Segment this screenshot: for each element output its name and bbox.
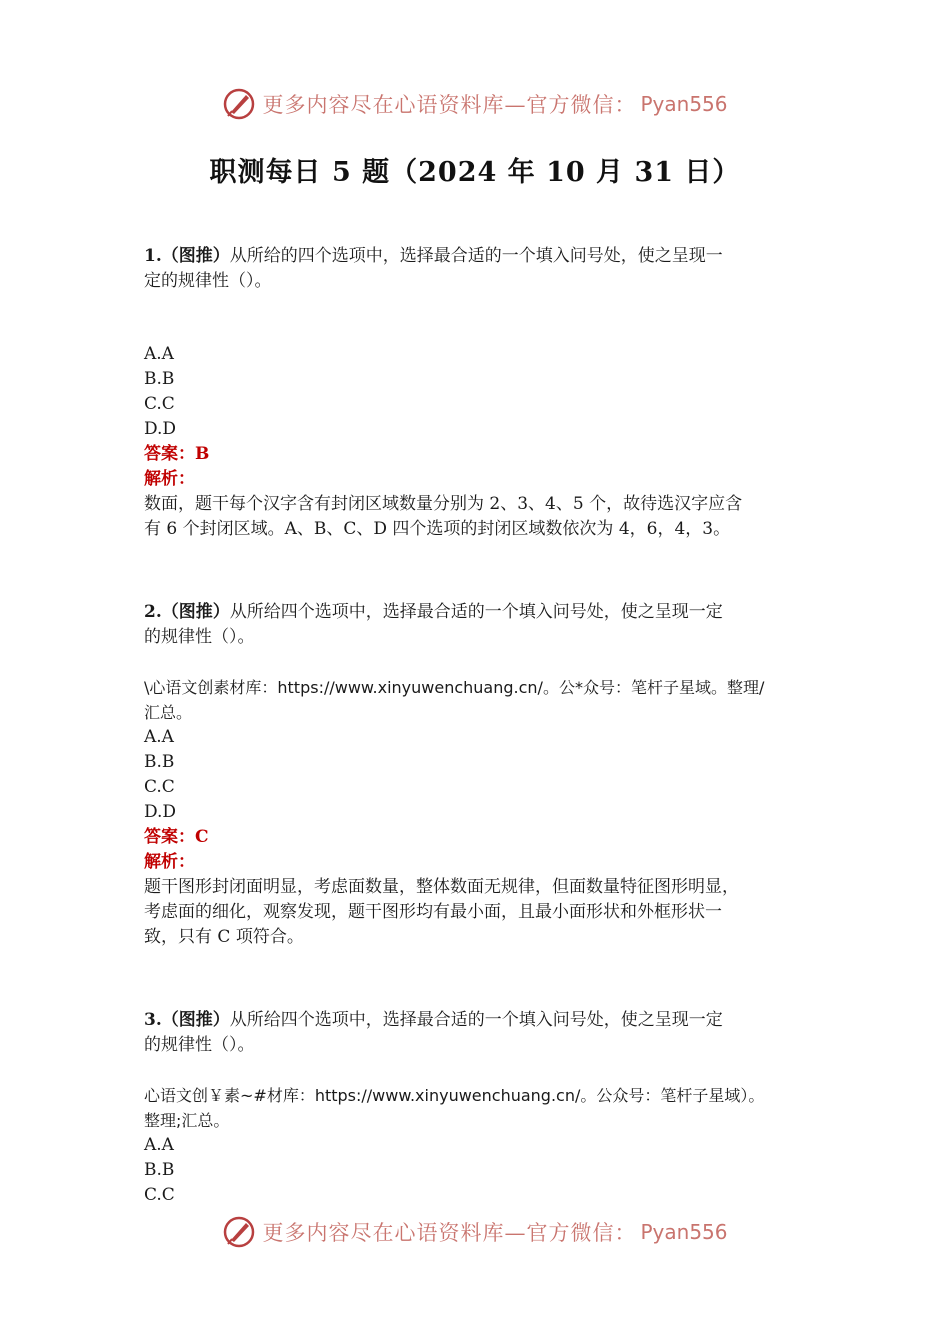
question-stem-cont: 的规律性（）。 [144,627,255,647]
question-stem: 从所给的四个选项中，选择最合适的一个填入问号处，使之呈现一 [229,246,723,266]
analysis-text: 题干图形封闭面明显，考虑面数量，整体数面无规律，但面数量特征图形明显， [144,877,739,897]
question-2 [144,600,814,950]
question-3 [144,1008,814,1208]
answer-value: C [195,827,209,847]
option-c: C.C [144,777,175,797]
footer-banner [0,1212,950,1252]
question-tag: （图推） [161,246,230,266]
quill-logo-icon [222,87,256,121]
analysis-label: 解析： [144,852,195,872]
source-note: 心语文创￥素~#材库：https://www.xinyuwenchuang.cn/。公众号：笔杆子星域）。 [144,1086,765,1105]
banner-brand: Pyan556 [640,92,728,116]
analysis-text: 考虑面的细化，观察发现，题干图形均有最小面，且最小面形状和外框形状一 [144,902,722,922]
header-banner [0,84,950,124]
option-b: B.B [144,369,175,389]
answer-label: 答案： [144,444,195,464]
image-placeholder [144,294,814,342]
question-tag: （图推） [161,602,230,622]
question-tag: （图推） [161,1010,230,1030]
quill-logo-icon [222,1215,256,1249]
source-note: 整理;汇总。 [144,1111,230,1130]
option-a: A.A [144,344,174,364]
page-title: 职测每日 5 题（2024 年 10 月 31 日） [209,157,741,188]
answer-label: 答案： [144,827,195,847]
question-stem-cont: 定的规律性（）。 [144,271,272,291]
source-note: 汇总。 [144,703,193,722]
analysis-text: 有 6 个封闭区域。A、B、C、D 四个选项的封闭区域数依次为 4，6，4，3。 [144,519,731,539]
option-b: B.B [144,752,175,772]
option-c: C.C [144,394,175,414]
analysis-label: 解析： [144,469,195,489]
answer-value: B [195,444,210,464]
option-c: C.C [144,1185,175,1205]
analysis-text: 致，只有 C 项符合。 [144,927,304,947]
source-note: \心语文创素材库：https://www.xinyuwenchuang.cn/。公*众号：笔杆子星域。整理/ [144,678,765,697]
option-a: A.A [144,727,174,747]
banner-brand: Pyan556 [640,1220,728,1244]
option-d: D.D [144,802,177,822]
question-list [144,244,814,1208]
question-1 [144,244,814,542]
option-d: D.D [144,419,177,439]
question-number: 2. [144,602,162,622]
banner-text: 更多内容尽在心语资料库—官方微信： [262,93,637,117]
analysis-text: 数面，题干每个汉字含有封闭区域数量分别为 2、3、4、5 个，故待选汉字应含 [144,494,743,514]
option-b: B.B [144,1160,175,1180]
option-a: A.A [144,1135,174,1155]
question-stem-cont: 的规律性（）。 [144,1035,255,1055]
banner-text: 更多内容尽在心语资料库—官方微信： [262,1221,637,1245]
question-number: 3. [144,1010,162,1030]
question-number: 1. [144,246,162,266]
question-stem: 从所给四个选项中，选择最合适的一个填入问号处，使之呈现一定 [229,1010,723,1030]
question-stem: 从所给四个选项中，选择最合适的一个填入问号处，使之呈现一定 [229,602,723,622]
